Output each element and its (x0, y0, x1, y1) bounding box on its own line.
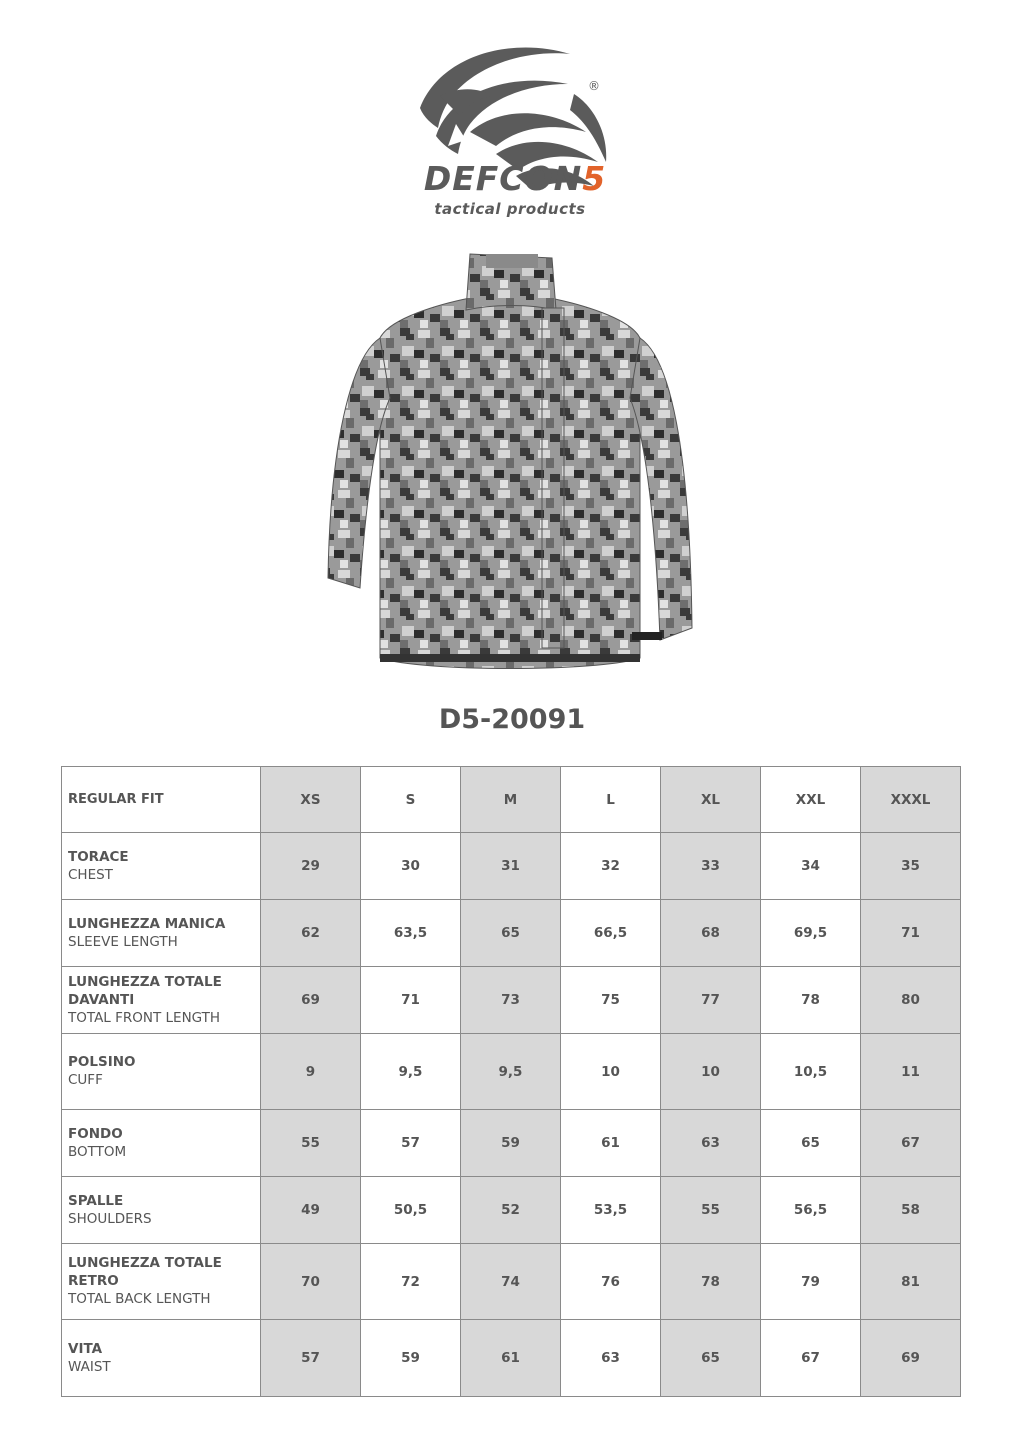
size-value-cell: 74 (461, 1244, 561, 1320)
size-value-cell: 70 (261, 1244, 361, 1320)
size-value-cell: 57 (361, 1110, 461, 1177)
measure-label-it: LUNGHEZZA TOTALE DAVANTI (68, 973, 222, 1008)
measure-label-it: SPALLE (68, 1192, 124, 1209)
table-row (62, 1244, 961, 1320)
measure-label-en: BOTTOM (68, 1143, 127, 1160)
size-value-cell: 69,5 (761, 900, 861, 967)
measure-label-en: CHEST (68, 866, 113, 883)
size-value-cell: 52 (461, 1177, 561, 1244)
size-value-cell: 58 (861, 1177, 961, 1244)
table-row (62, 900, 961, 967)
brand-name (390, 159, 640, 198)
size-value-cell: 35 (861, 833, 961, 900)
size-header-xs: XS (261, 767, 361, 833)
size-value-cell: 10 (561, 1034, 661, 1110)
registered-mark: ® (588, 79, 600, 93)
measure-label-en: TOTAL BACK LENGTH (68, 1291, 211, 1307)
size-value-cell: 33 (661, 833, 761, 900)
size-value-cell: 57 (261, 1320, 361, 1397)
size-value-cell: 67 (861, 1110, 961, 1177)
size-value-cell: 32 (561, 833, 661, 900)
size-value-cell: 59 (361, 1320, 461, 1397)
size-value-cell: 53,5 (561, 1177, 661, 1244)
size-value-cell: 79 (761, 1244, 861, 1320)
table-row (62, 967, 961, 1034)
measure-label (62, 1177, 261, 1244)
measure-label-it: VITA (68, 1340, 103, 1357)
size-value-cell: 78 (761, 967, 861, 1034)
size-value-cell: 77 (661, 967, 761, 1034)
size-value-cell: 49 (261, 1177, 361, 1244)
measure-label (62, 1034, 261, 1110)
table-row (62, 1177, 961, 1244)
measure-label-en: SHOULDERS (68, 1210, 152, 1227)
size-value-cell: 55 (661, 1177, 761, 1244)
measure-label-it: LUNGHEZZA MANICA (68, 915, 226, 932)
size-header-s: S (361, 767, 461, 833)
size-value-cell: 9,5 (461, 1034, 561, 1110)
measure-label (62, 900, 261, 967)
size-value-cell: 59 (461, 1110, 561, 1177)
size-value-cell: 61 (561, 1110, 661, 1177)
measure-label-it: POLSINO (68, 1054, 136, 1070)
size-value-cell: 10 (661, 1034, 761, 1110)
size-value-cell: 63,5 (361, 900, 461, 967)
table-row (62, 833, 961, 900)
size-value-cell: 63 (561, 1320, 661, 1397)
size-value-cell: 30 (361, 833, 461, 900)
size-value-cell: 72 (361, 1244, 461, 1320)
measure-label-it: FONDO (68, 1125, 123, 1142)
product-code: D5-20091 (438, 704, 586, 735)
size-value-cell: 34 (761, 833, 861, 900)
size-value-cell: 69 (261, 967, 361, 1034)
measure-label (62, 1244, 261, 1320)
size-value-cell: 67 (761, 1320, 861, 1397)
size-value-cell: 11 (861, 1034, 961, 1110)
size-value-cell: 56,5 (761, 1177, 861, 1244)
size-value-cell: 80 (861, 967, 961, 1034)
size-header-xl: XL (661, 767, 761, 833)
size-value-cell: 71 (861, 900, 961, 967)
size-header-l: L (561, 767, 661, 833)
brand-name-main: DEFCON (423, 159, 583, 198)
measure-label-it: LUNGHEZZA TOTALE RETRO (68, 1255, 222, 1289)
brand-tagline: tactical products (434, 200, 586, 218)
size-value-cell: 62 (261, 900, 361, 967)
size-value-cell: 63 (661, 1110, 761, 1177)
size-value-cell: 69 (861, 1320, 961, 1397)
fit-label: REGULAR FIT (62, 767, 261, 833)
size-value-cell: 61 (461, 1320, 561, 1397)
table-row (62, 1320, 961, 1397)
measure-label (62, 1320, 261, 1397)
measure-label-en: SLEEVE LENGTH (68, 933, 178, 950)
measure-label-it: TORACE (68, 848, 129, 865)
measure-label (62, 1110, 261, 1177)
size-value-cell: 76 (561, 1244, 661, 1320)
measure-label (62, 833, 261, 900)
size-value-cell: 9 (261, 1034, 361, 1110)
measure-label-en: CUFF (68, 1072, 103, 1088)
measure-label (62, 967, 261, 1034)
size-value-cell: 81 (861, 1244, 961, 1320)
size-value-cell: 65 (461, 900, 561, 967)
size-chart-table (61, 766, 961, 1397)
measure-label-en: TOTAL FRONT LENGTH (68, 1009, 221, 1026)
size-value-cell: 31 (461, 833, 561, 900)
size-value-cell: 65 (761, 1110, 861, 1177)
size-value-cell: 65 (661, 1320, 761, 1397)
camo-jacket-image (320, 248, 700, 680)
size-value-cell: 9,5 (361, 1034, 461, 1110)
table-row (62, 1110, 961, 1177)
size-header-xxxl: XXXL (861, 767, 961, 833)
size-header-xxl: XXL (761, 767, 861, 833)
size-value-cell: 68 (661, 900, 761, 967)
size-value-cell: 75 (561, 967, 661, 1034)
size-value-cell: 29 (261, 833, 361, 900)
size-value-cell: 71 (361, 967, 461, 1034)
measure-label-en: WAIST (68, 1358, 111, 1375)
size-value-cell: 78 (661, 1244, 761, 1320)
header-row (62, 767, 961, 833)
size-header-m: M (461, 767, 561, 833)
size-value-cell: 66,5 (561, 900, 661, 967)
size-value-cell: 73 (461, 967, 561, 1034)
size-value-cell: 10,5 (761, 1034, 861, 1110)
size-value-cell: 50,5 (361, 1177, 461, 1244)
table-row (62, 1034, 961, 1110)
brand-name-accent: 5 (582, 159, 607, 198)
size-value-cell: 55 (261, 1110, 361, 1177)
